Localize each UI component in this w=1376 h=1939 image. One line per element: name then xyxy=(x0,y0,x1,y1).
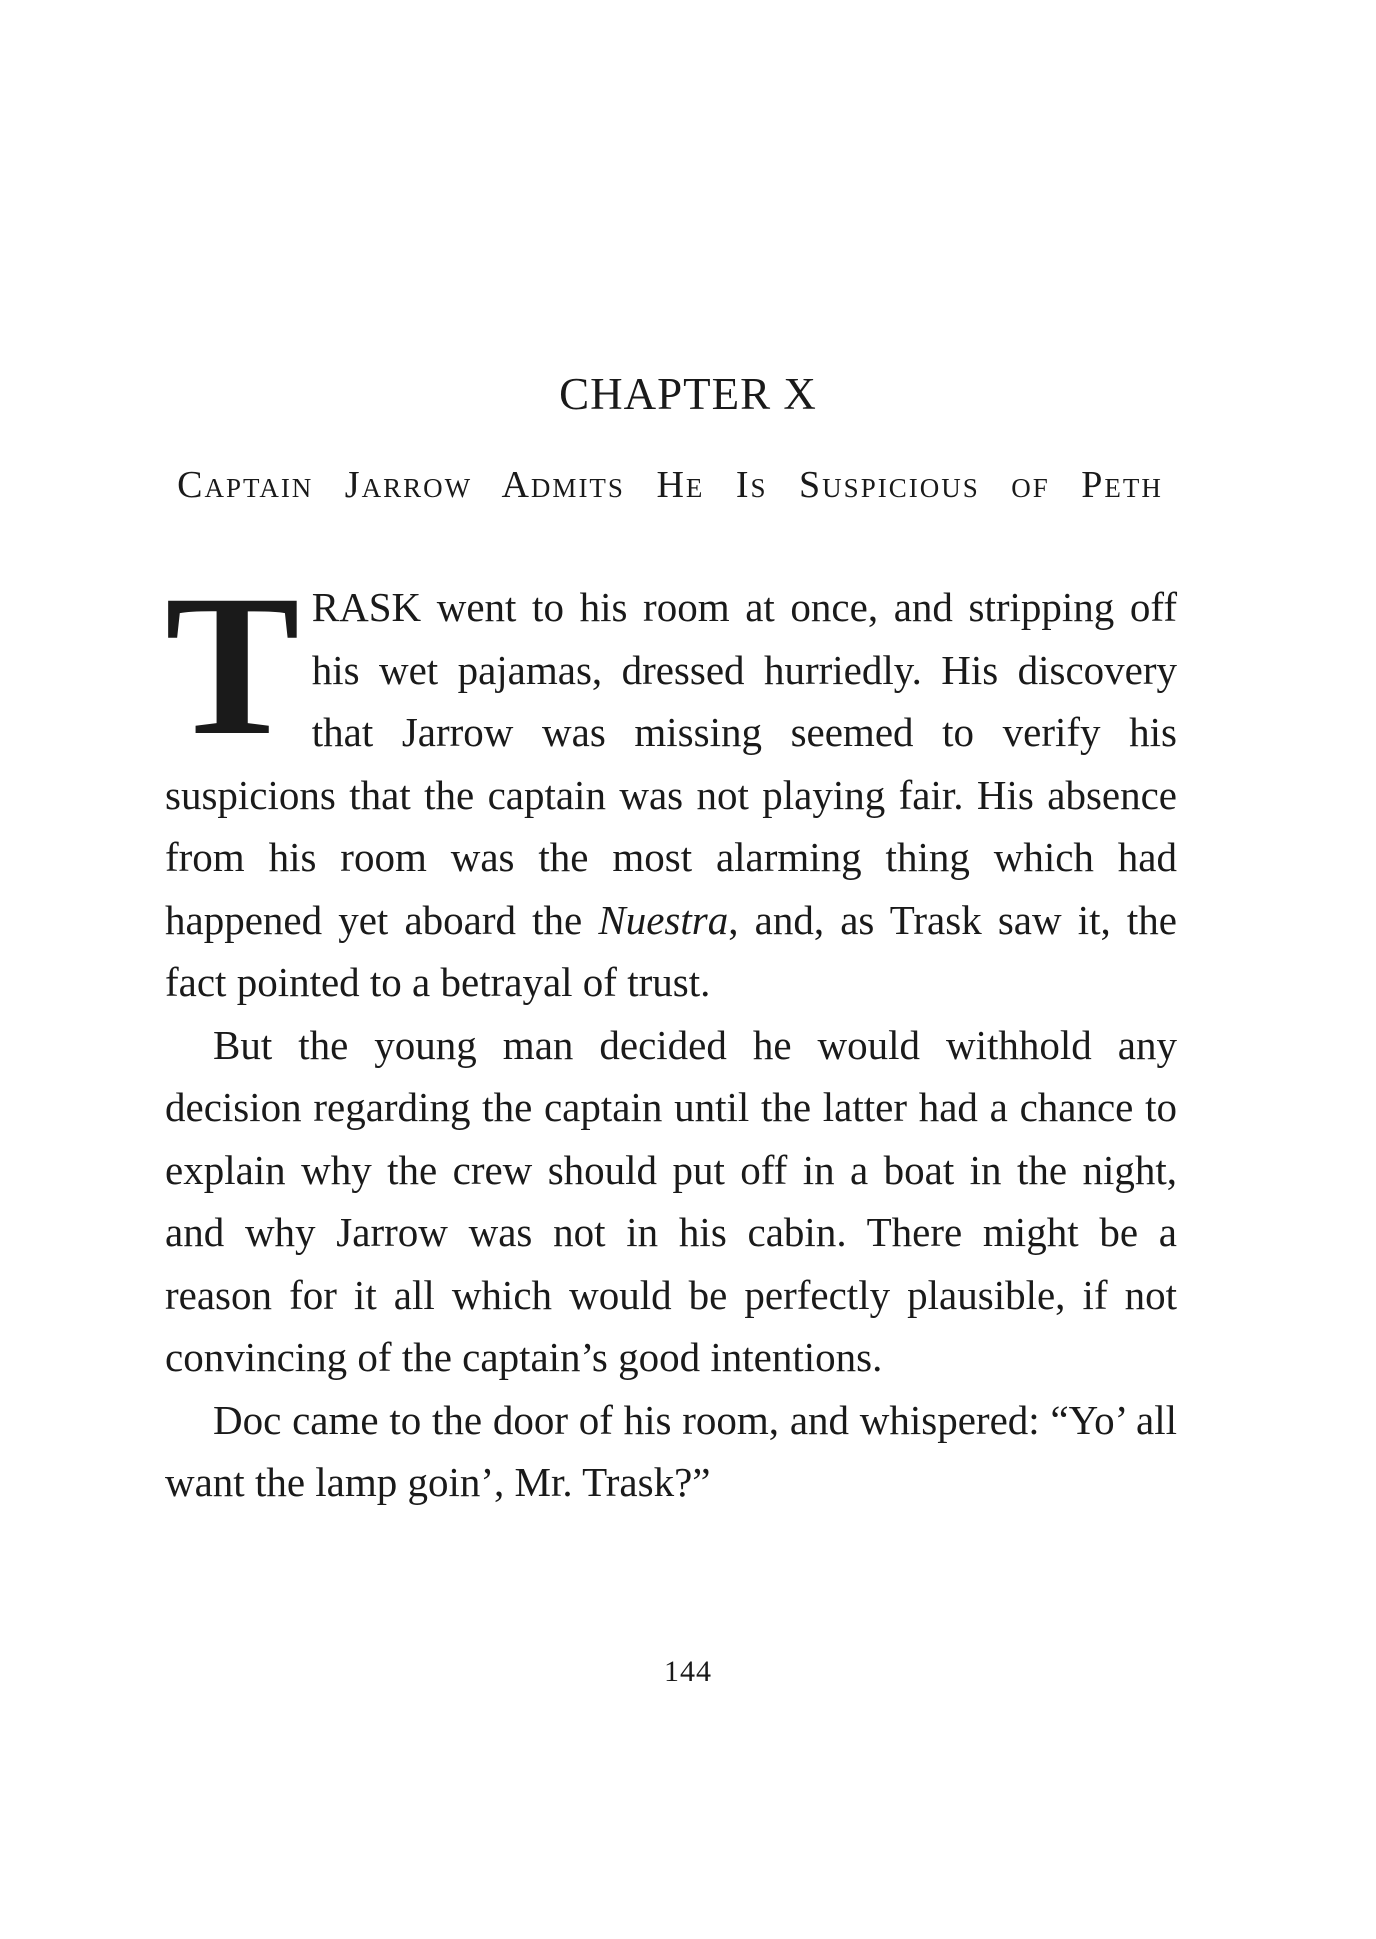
chapter-number: CHAPTER X xyxy=(559,369,817,419)
paragraph-1-text-a: went to his room at once, and stripping off his wet pajamas, dressed hurriedly. His discovery that Jarrow was missing seemed to verify his suspicions that the captain was not playing fair. His absence from his room was the most alarming thing which had happened yet aboard the xyxy=(165,584,1177,943)
chapter-title: Captain Jarrow Admits He Is Suspicious of Peth xyxy=(177,464,1163,506)
paragraph-1-opening-word: RASK xyxy=(311,584,422,630)
chapter-body xyxy=(165,553,1177,1514)
paragraph-2: But the young man decided he would withhold any decision regarding the captain until the latter had a chance to explain why the crew should put off in a boat in the night, and why Jarrow was not in his cabin. There might be a reason for it all which would be perfectly plausible, if not convincing of the captain’s good intentions. xyxy=(165,1021,1177,1380)
page-number: 144 xyxy=(664,1655,712,1688)
paragraph-1-text-b: , and, as Trask saw it, the fact pointed to a betrayal of trust. xyxy=(165,896,1177,1005)
paragraph-1 xyxy=(165,553,1177,1014)
drop-cap: T xyxy=(165,553,300,777)
paragraph-3: Doc came to the door of his room, and whispered: “Yo’ all want the lamp goin’, Mr. Trask?” xyxy=(165,1396,1177,1505)
ship-name: Nuestra xyxy=(598,896,729,943)
